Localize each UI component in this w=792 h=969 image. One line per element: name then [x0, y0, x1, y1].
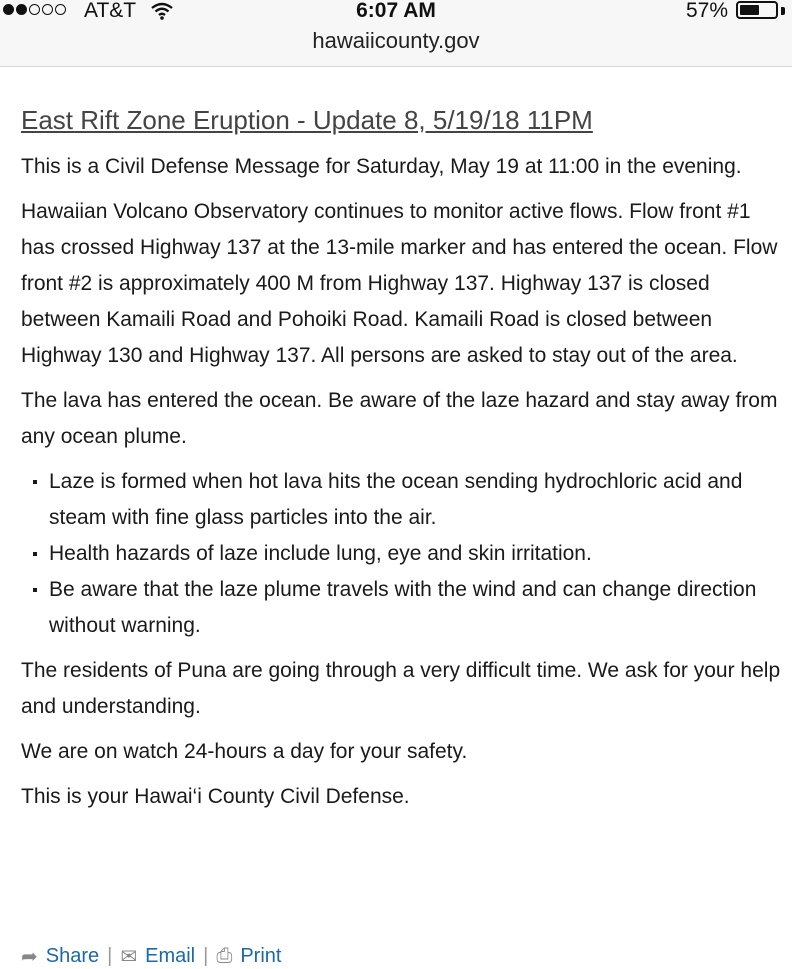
carrier-name: AT&T: [84, 0, 137, 22]
residents-paragraph: The residents of Puna are going through a very difficult time. We ask for your help and understanding.: [21, 659, 781, 718]
watch-paragraph: We are on watch 24-hours a day for your safety.: [21, 740, 468, 763]
print-link[interactable]: Print: [240, 945, 282, 967]
clock: 6:07 AM: [356, 0, 436, 22]
battery-terminal: [781, 7, 785, 15]
page-title[interactable]: East Rift Zone Eruption - Update 8, 5/19/18 11PM: [21, 105, 593, 135]
signoff-paragraph: This is your Hawai‘i County Civil Defense.: [21, 785, 410, 808]
separator: |: [107, 945, 113, 967]
ocean-entry-paragraph: The lava has entered the ocean. Be aware of the laze hazard and stay away from any ocean plume.: [21, 389, 778, 448]
share-icon: ➦: [21, 946, 38, 968]
status-bar: [0, 0, 792, 24]
print-icon: ⎙: [216, 945, 233, 967]
email-link[interactable]: Email: [145, 945, 196, 967]
list-item: Health hazards of laze include lung, eye and skin irritation.: [21, 536, 781, 572]
share-link[interactable]: Share: [45, 945, 100, 967]
laze-hazard-list: [21, 464, 781, 644]
battery-level-fill: [740, 5, 759, 15]
intro-paragraph: This is a Civil Defense Message for Saturday, May 19 at 11:00 in the evening.: [21, 155, 742, 178]
list-item: Laze is formed when hot lava hits the ocean sending hydrochloric acid and steam with fine glass particles into the air.: [21, 464, 781, 536]
list-item: Be aware that the laze plume travels with the wind and can change direction without warning.: [21, 572, 781, 644]
share-bar: [21, 944, 281, 969]
email-icon: ✉: [120, 946, 138, 968]
article: [21, 100, 781, 824]
address-bar[interactable]: hawaiicounty.gov: [312, 28, 480, 53]
battery-percent: 57%: [685, 0, 728, 22]
battery-icon: [736, 1, 778, 19]
observatory-paragraph: Hawaiian Volcano Observatory continues to monitor active flows. Flow front #1 has crossed Highway 137 at the 13-mile marker and has entered the ocean. Flow front #2 is approximately 400 M from Highway 137. Highway 137 is closed between Kamaili Road and Pohoiki Road. Kamaili Road is closed between Highway 130 and Highway 137. All persons are asked to stay out of the area.: [21, 200, 778, 367]
separator: |: [203, 945, 209, 967]
browser-chrome: [0, 0, 792, 67]
